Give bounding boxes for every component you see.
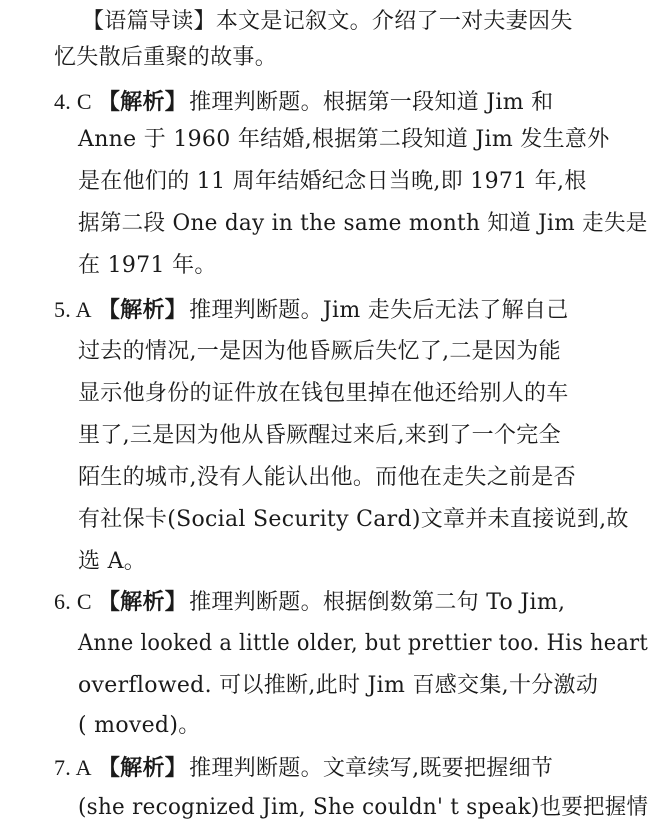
q5-line-5: 陌生的城市,没有人能认出他。而他在走失之前是否 — [78, 465, 576, 490]
q4-line-4: 据第二段 One day in the same month 知道 Jim 走失是 — [78, 211, 648, 236]
q5-line-3: 显示他身份的证件放在钱包里掉在他还给别人的车 — [78, 381, 569, 406]
intro-label: 【语篇导读】 — [82, 9, 216, 34]
q4-text-1: 推理判断题。根据第一段知道 Jim 和 — [189, 90, 554, 115]
q7-number: 7. A — [54, 755, 92, 780]
intro-line-2: 忆失散后重聚的故事。 — [54, 45, 278, 70]
q6-text-1: 推理判断题。根据倒数第二句 To Jim, — [189, 590, 566, 615]
q6-line-3: overflowed. 可以推断,此时 Jim 百感交集,十分激动 — [78, 673, 599, 698]
q6-line-2: Anne looked a little older, but prettier too. His heart — [78, 631, 649, 656]
q6-line-1 — [54, 588, 565, 617]
q4-line-1 — [54, 88, 553, 117]
q5-number: 5. A — [54, 297, 92, 322]
q6-line-4: ( moved)。 — [78, 713, 201, 738]
q4-line-2: Anne 于 1960 年结婚,根据第二段知道 Jim 发生意外 — [78, 127, 610, 152]
q5-line-1 — [54, 296, 569, 325]
q6-number: 6. C — [54, 589, 92, 614]
q7-line-1 — [54, 754, 553, 783]
q7-analysis-tag: 【解析】 — [97, 756, 188, 781]
q7-line-2: (she recognized Jim, She couldn' t speak)也要把握情 — [78, 795, 649, 820]
q4-analysis-tag: 【解析】 — [97, 90, 188, 115]
q4-line-3: 是在他们的 11 周年结婚纪念日当晚,即 1971 年,根 — [78, 169, 587, 194]
intro-line-1 — [82, 8, 573, 36]
intro-text-1: 本文是记叙文。介绍了一对夫妻因失 — [215, 9, 573, 34]
q5-line-4: 里了,三是因为他从昏厥醒过来后,来到了一个完全 — [78, 423, 561, 448]
q4-number: 4. C — [54, 89, 92, 114]
q5-line-7: 选 A。 — [78, 549, 147, 574]
q5-line-6: 有社保卡(Social Security Card)文章并未直接说到,故 — [78, 507, 629, 532]
q5-text-1: 推理判断题。Jim 走失后无法了解自己 — [189, 298, 569, 323]
q6-analysis-tag: 【解析】 — [97, 590, 188, 615]
q5-analysis-tag: 【解析】 — [97, 298, 188, 323]
q5-line-2: 过去的情况,一是因为他昏厥后失忆了,二是因为能 — [78, 339, 561, 364]
q7-text-1: 推理判断题。文章续写,既要把握细节 — [189, 756, 554, 781]
q4-line-5: 在 1971 年。 — [78, 253, 217, 278]
